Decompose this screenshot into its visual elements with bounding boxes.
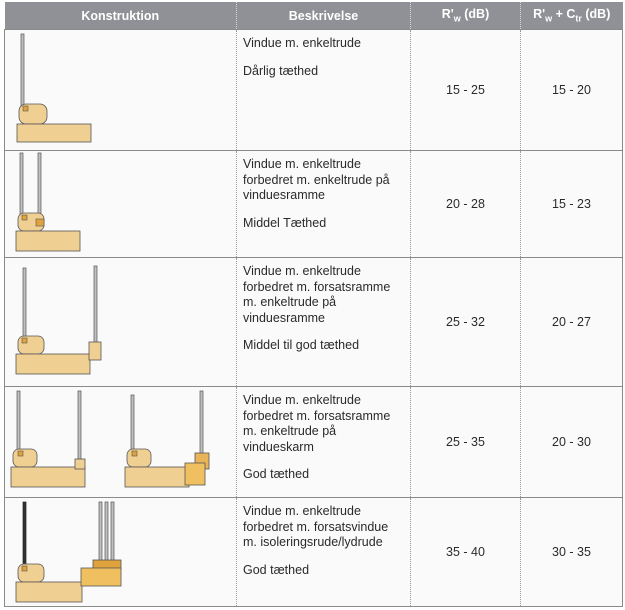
header-rwctr-unit: (dB): [581, 7, 611, 22]
header-rw-sub: w: [453, 13, 461, 24]
header-rwctr-sub1: w: [545, 13, 553, 24]
description-line: forbedret m. forsatsvindue: [243, 519, 389, 534]
header-rwctr-label: R': [533, 7, 546, 22]
tightness-note: God tæthed: [243, 562, 310, 577]
header-rw-unit: (dB): [460, 7, 490, 22]
description-line: Vindue m. enkeltrude: [243, 264, 361, 278]
construction-cell: [5, 30, 237, 151]
table-row: [5, 498, 623, 607]
rwctr-value: 15 - 23: [521, 151, 623, 258]
table-row: [5, 387, 623, 498]
header-rwctr-plus: + C: [552, 7, 576, 22]
single-pane-window-icon: [5, 30, 237, 150]
description-line: vinduesramme: [243, 310, 325, 325]
header-rwctr: [521, 2, 623, 30]
table-row: [5, 258, 623, 387]
rw-value: 25 - 35: [411, 387, 521, 498]
rwctr-value: 30 - 35: [521, 498, 623, 607]
header-rw-label: R': [441, 7, 454, 22]
tightness-note: Middel Tæthed: [243, 215, 327, 230]
description-line: Vindue m. enkeltrude: [243, 504, 361, 518]
rwctr-value: 20 - 30: [521, 387, 623, 498]
description-line: forbedret m. forsatsramme: [243, 408, 391, 423]
description-cell: [237, 151, 411, 258]
header-rw: [411, 2, 521, 30]
description-line: m. enkeltrude på: [243, 424, 337, 438]
description-line: m. enkeltrude på: [243, 295, 337, 309]
construction-cell: [5, 387, 237, 498]
header-row: [5, 2, 623, 30]
rw-value: 15 - 25: [411, 30, 521, 151]
insulated-secondary-window-icon: [5, 498, 237, 606]
tightness-note: Middel til god tæthed: [243, 338, 360, 352]
construction-cell: [5, 151, 237, 258]
header-rwctr-sub2: tr: [575, 13, 582, 24]
tightness-note: God tæthed: [243, 467, 310, 481]
header-description: Beskrivelse: [237, 2, 411, 30]
double-pane-on-frame-icon: [5, 151, 237, 257]
description-line: Vindue m. enkeltrude: [243, 157, 361, 171]
header-construction: Konstruktion: [5, 2, 237, 30]
tightness-note: Dårlig tæthed: [243, 63, 319, 78]
description-line: m. isoleringsrude/lydrude: [243, 535, 383, 549]
description-cell: [237, 258, 411, 387]
rw-value: 35 - 40: [411, 498, 521, 607]
secondary-frame-on-sill-icon: [5, 387, 237, 497]
table-row: [5, 30, 623, 151]
description-line: Vindue m. enkeltrude: [243, 393, 361, 407]
description-line: Vindue m. enkeltrude: [243, 36, 361, 50]
description-line: forbedret m. enkeltrude på: [243, 172, 390, 187]
secondary-frame-icon: [5, 258, 237, 386]
description-cell: [237, 387, 411, 498]
description-line: vinduesramme: [243, 188, 325, 202]
description-cell: [237, 498, 411, 607]
description-cell: [237, 30, 411, 151]
rw-value: 25 - 32: [411, 258, 521, 387]
description-line: forbedret m. forsatsramme: [243, 279, 391, 294]
construction-cell: [5, 258, 237, 387]
table-row: [5, 151, 623, 258]
rwctr-value: 15 - 20: [521, 30, 623, 151]
construction-cell: [5, 498, 237, 607]
rwctr-value: 20 - 27: [521, 258, 623, 387]
rw-value: 20 - 28: [411, 151, 521, 258]
window-sound-insulation-table: [4, 2, 623, 607]
description-line: vindueskarm: [243, 439, 314, 454]
